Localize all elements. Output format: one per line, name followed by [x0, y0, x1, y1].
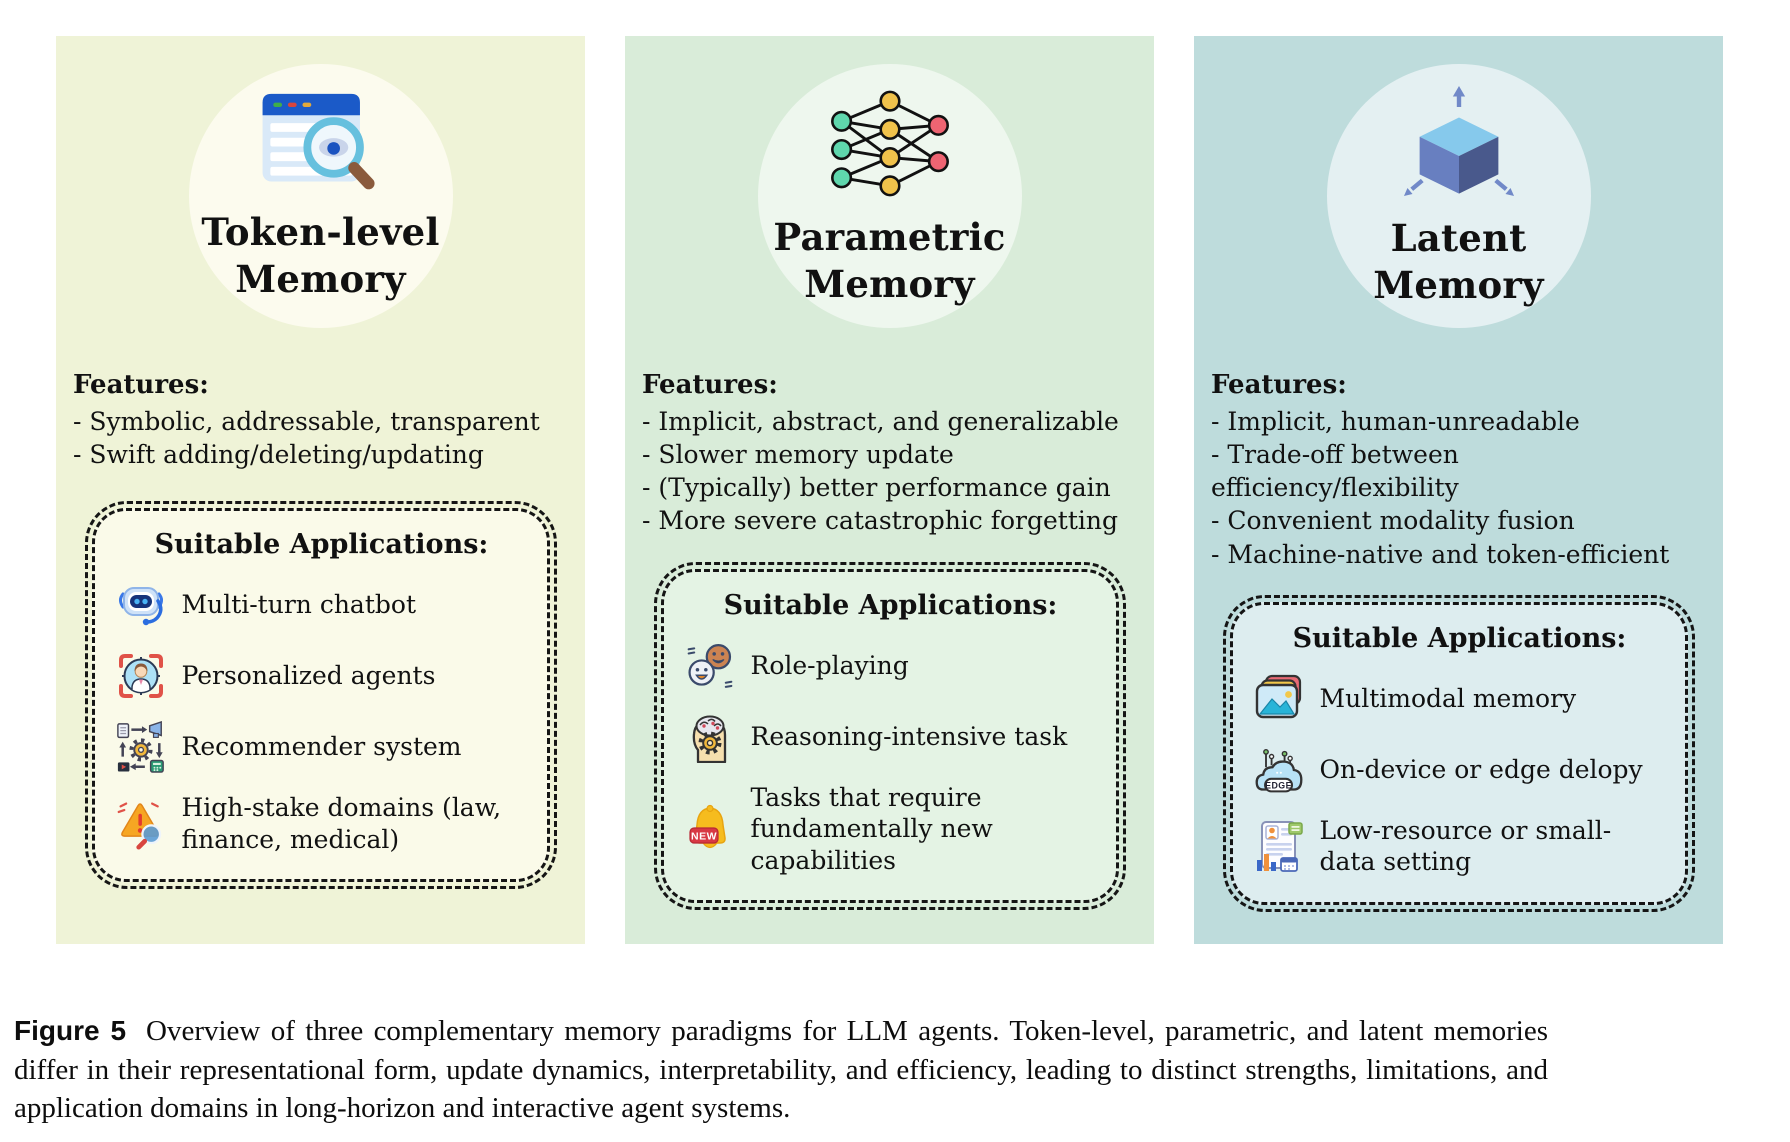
latent-cube-icon — [1389, 84, 1529, 207]
figure-caption-text: Overview of three complementary memory paradigms for LLM agents. Token-level, parametric, and latent memories differ in their representational form, update dynamics, interpretability, and efficiency, leading to distinct strengths, limitations, and application domains in long-horizon and interactive agent systems. — [14, 1015, 1548, 1125]
suitable-applications-box — [1223, 595, 1695, 912]
figure-caption — [14, 1012, 1548, 1128]
low-resource-doc-icon — [1253, 820, 1305, 872]
app-label: Multi-turn chatbot — [181, 590, 416, 620]
personalized-agent-icon — [115, 650, 167, 702]
app-item-low-resource — [1253, 815, 1667, 878]
feature-item: - Implicit, human-unreadable — [1211, 406, 1580, 436]
role-playing-masks-icon — [684, 640, 736, 692]
neural-network-icon — [824, 85, 956, 206]
card-title: Token-level Memory — [201, 210, 440, 301]
app-item-multimodal-memory — [1253, 673, 1667, 725]
features-section — [73, 368, 571, 471]
apps-heading: Suitable Applications: — [723, 589, 1058, 621]
app-label: High-stake domains (law, finance, medical) — [181, 793, 502, 854]
figure-caption-label: Figure 5 — [14, 1015, 127, 1046]
feature-item: - Machine-native and token-efficient — [1211, 539, 1670, 569]
panel-parametric-memory — [625, 36, 1154, 944]
feature-item: - Implicit, abstract, and generalizable — [642, 406, 1119, 436]
features-section — [642, 368, 1140, 538]
app-item-personalized-agents — [115, 650, 529, 702]
latent-hero-circle — [1327, 64, 1591, 328]
feature-item: - Slower memory update — [642, 439, 954, 469]
chatbot-robot-icon — [115, 579, 167, 631]
feature-item: - Symbolic, addressable, transparent — [73, 406, 540, 436]
features-heading: Features: — [642, 370, 778, 400]
card-title: Parametric Memory — [773, 214, 1006, 306]
feature-item: - (Typically) better performance gain — [642, 473, 1111, 503]
suitable-applications-box — [85, 501, 557, 889]
apps-heading: Suitable Applications: — [1292, 622, 1627, 654]
app-item-multi-turn-chatbot — [115, 579, 529, 631]
feature-item: - More severe catastrophic forgetting — [642, 506, 1119, 536]
suitable-applications-box — [654, 562, 1126, 911]
app-label: Reasoning-intensive task — [750, 721, 1068, 751]
parametric-hero-circle — [758, 64, 1022, 328]
app-label: Role-playing — [750, 650, 909, 680]
feature-item: - Swift adding/deleting/updating — [73, 439, 484, 469]
token-level-hero-circle — [189, 64, 453, 328]
edge-label-text: EDGE — [1264, 780, 1292, 791]
card-title: Latent Memory — [1373, 215, 1544, 307]
new-bell-icon — [684, 803, 736, 855]
app-label: Personalized agents — [181, 661, 436, 691]
app-item-reasoning-intensive — [684, 711, 1098, 763]
warning-magnifier-icon — [115, 798, 167, 850]
features-heading: Features: — [1211, 370, 1347, 400]
feature-item: - Trade-off between efficiency/flexibility — [1211, 439, 1459, 503]
app-item-edge-deploy — [1253, 744, 1667, 796]
new-badge-text: NEW — [690, 830, 717, 843]
app-label: Multimodal memory — [1319, 684, 1577, 714]
spreadsheet-magnifier-icon — [257, 89, 385, 201]
features-section — [1211, 368, 1709, 571]
app-item-new-capabilities — [684, 782, 1098, 877]
app-item-high-stake-domains — [115, 792, 529, 855]
reasoning-head-gear-icon — [684, 711, 736, 763]
app-label: Recommender system — [181, 732, 462, 762]
app-label: Low-resource or small-data setting — [1319, 815, 1612, 877]
panel-token-level-memory — [56, 36, 585, 944]
app-label: Tasks that require fundamentally new capabilities — [750, 782, 993, 875]
feature-item: - Convenient modality fusion — [1211, 506, 1575, 536]
features-heading: Features: — [73, 370, 209, 400]
app-item-recommender-system — [115, 721, 529, 773]
app-label: On-device or edge delopy — [1319, 755, 1643, 785]
multimodal-photos-icon — [1253, 673, 1305, 725]
recommender-system-icon — [115, 721, 167, 773]
apps-heading: Suitable Applications: — [154, 529, 489, 561]
app-item-role-playing — [684, 640, 1098, 692]
edge-cloud-icon — [1253, 744, 1305, 796]
panel-latent-memory — [1194, 36, 1723, 944]
